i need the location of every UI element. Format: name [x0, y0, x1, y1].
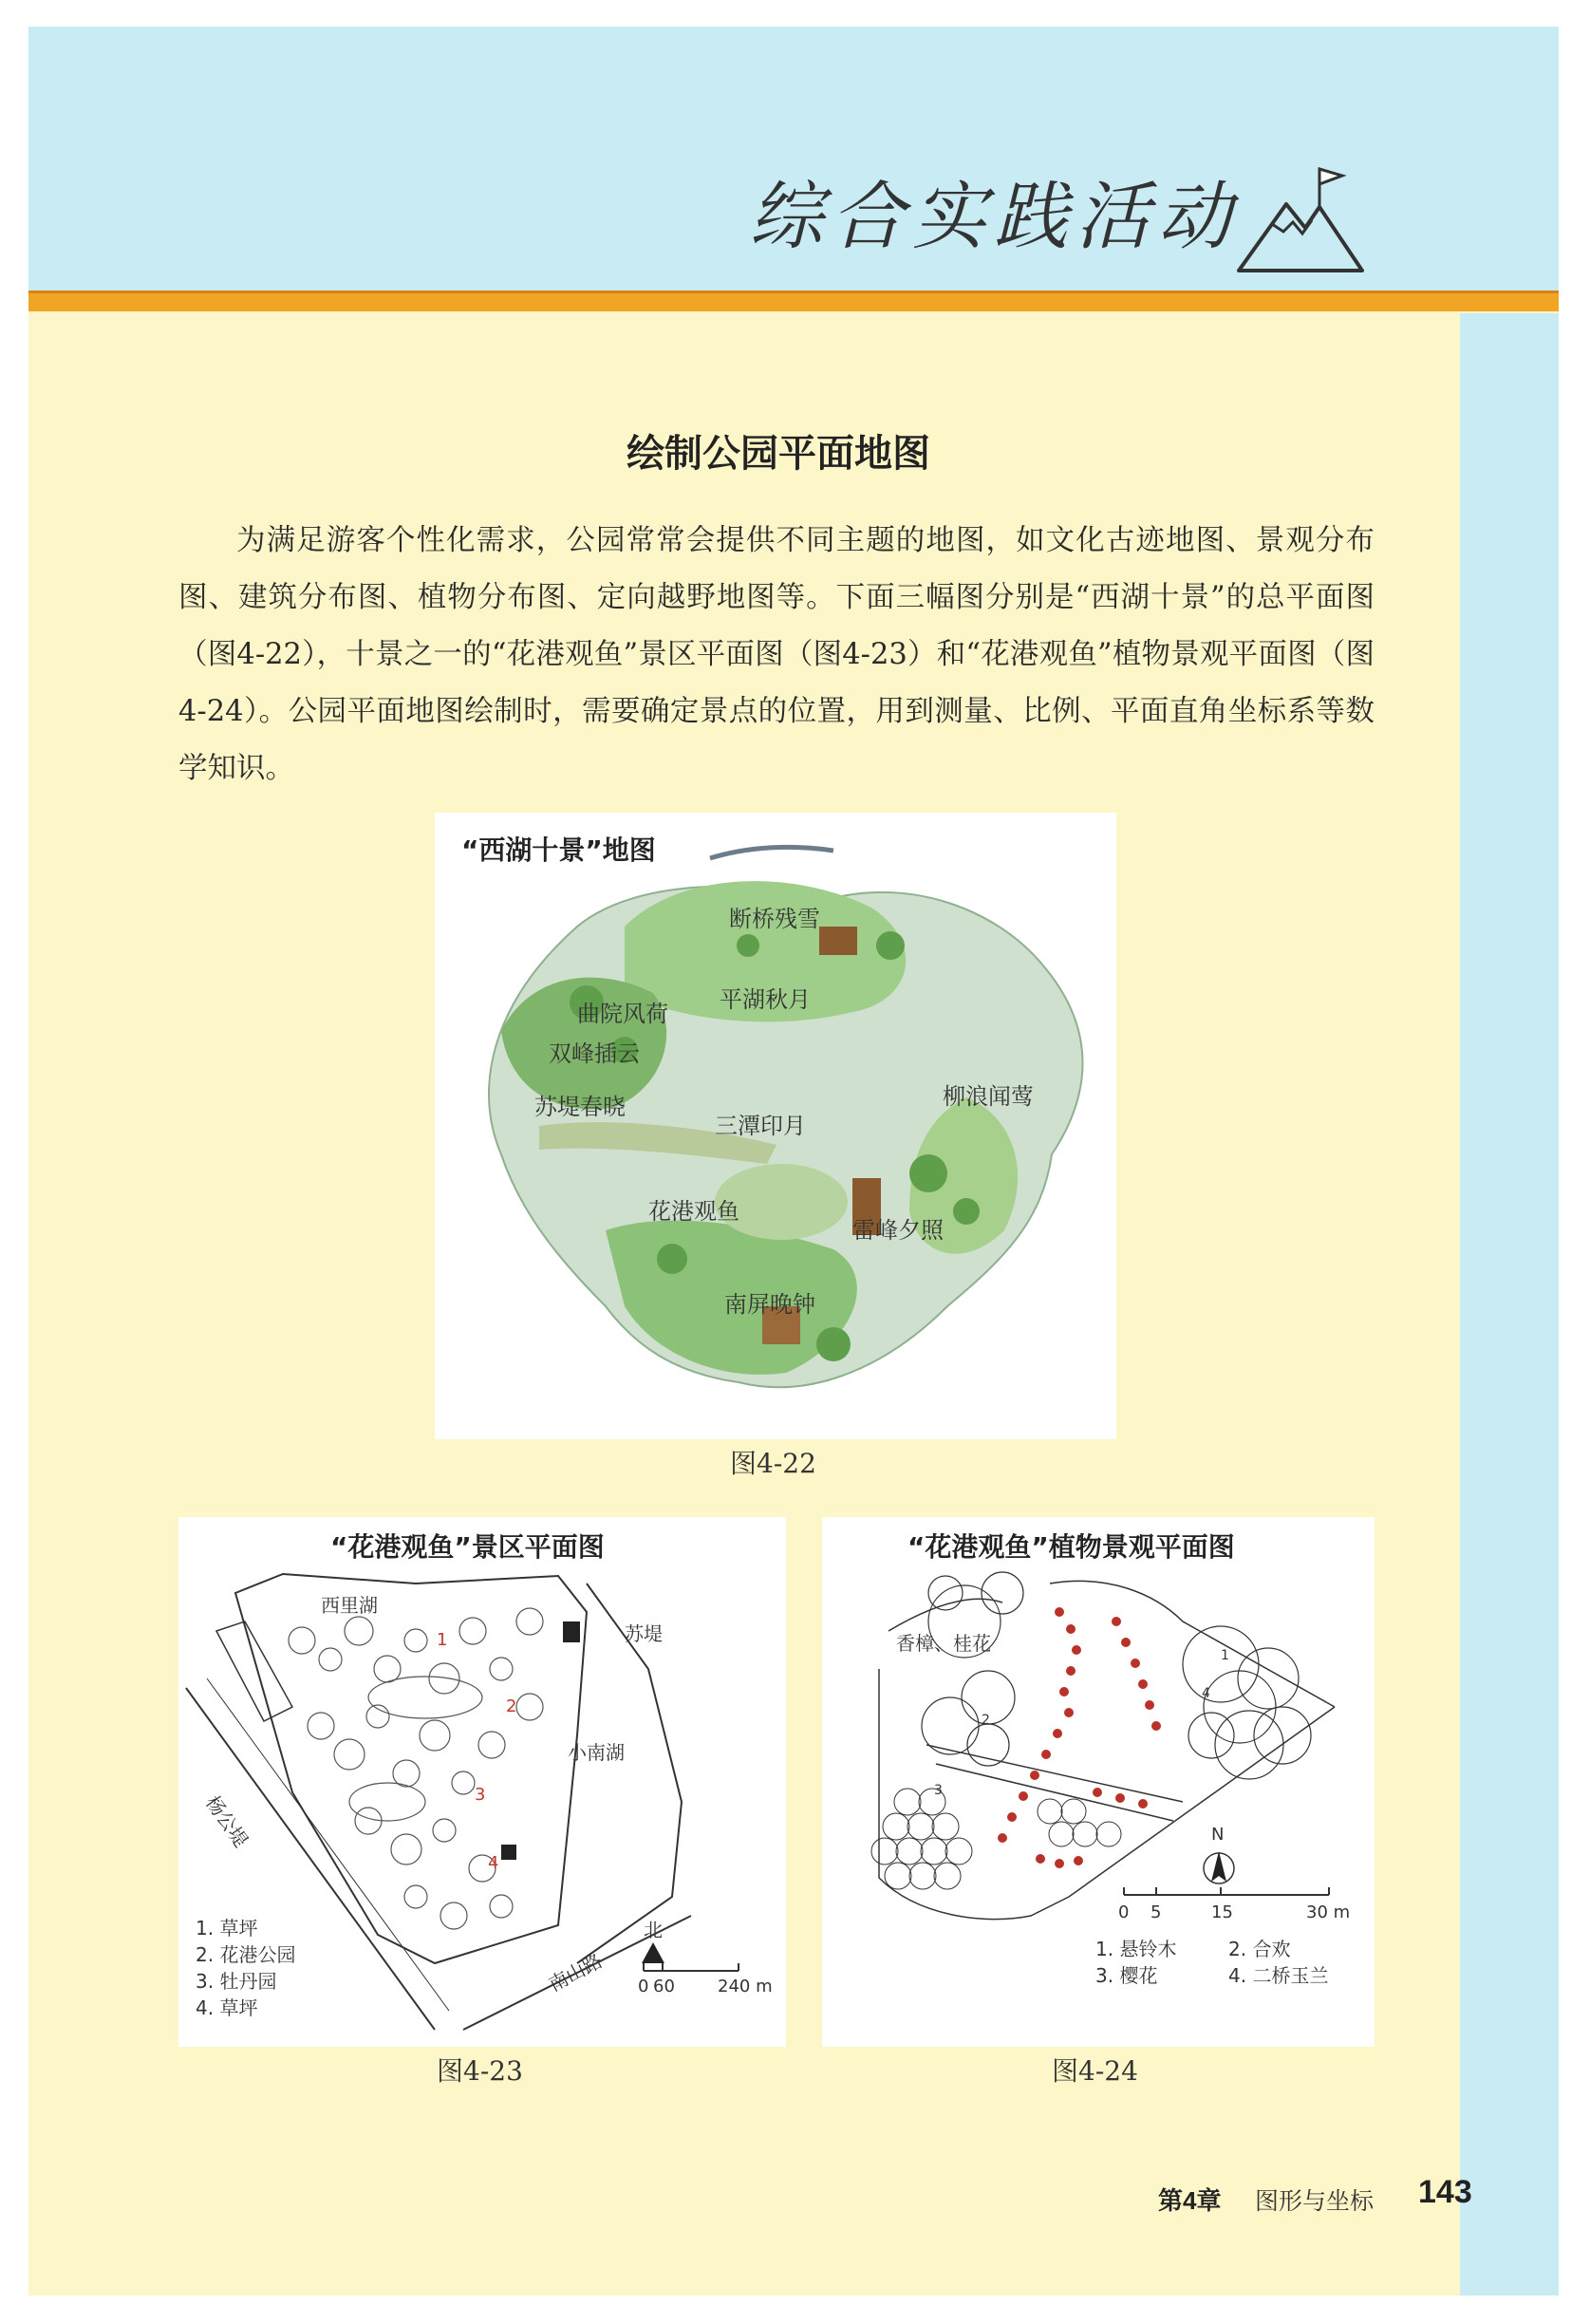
west-lake-map: [435, 813, 1116, 1439]
building-2: [501, 1845, 516, 1860]
intro-paragraph: 为满足游客个性化需求，公园常常会提供不同主题的地图，如文化古迹地图、景观分布图、建筑分布图、植物分布图、定向越野地图等。下面三幅图分别是“西湖十景”的总平面图（图4-22），十景之一的“花港观鱼”景区平面图（图4-23）和“花港观鱼”植物景观平面图（图4-24）。公园平面地图绘制时，需要确定景点的位置，用到测量、比例、平面直角坐标系等数学知识。: [178, 524, 1375, 785]
marker-3: 3: [475, 1785, 486, 1805]
footer-topic: 图形与坐标: [1255, 2187, 1375, 2215]
right-margin-strip: [1460, 313, 1559, 2296]
spot-santan: 三潭印月: [715, 1113, 806, 1139]
walkway: [926, 1745, 1183, 1821]
west-lake-map-title: “西湖十景”地图: [461, 834, 656, 866]
west-lake-map-figure: [435, 813, 1116, 1439]
section-title: 绘制公园平面地图: [627, 431, 930, 476]
scale-240: 240 m: [718, 1977, 773, 1996]
marker-4: 4: [488, 1853, 499, 1873]
header-rule: [28, 290, 1559, 311]
north-label: N: [1211, 1825, 1225, 1845]
figure-24-caption: 图4-24: [1052, 2055, 1138, 2087]
broken-bridge: [710, 847, 833, 858]
west-pond: [216, 1621, 292, 1721]
activity-title: 综合实践活动: [748, 175, 1239, 260]
huagang-plan-figure: [178, 1517, 786, 2047]
legend-item-4: 4. 草坪: [196, 1996, 258, 2019]
legend-item-3: 3. 牡丹园: [196, 1970, 277, 1993]
legend-item-2: 2. 合欢: [1228, 1938, 1291, 1960]
page-number: 143: [1418, 2174, 1472, 2210]
spot-leifeng: 雷峰夕照: [852, 1217, 944, 1244]
spot-duanqiao: 断桥残雪: [729, 906, 820, 932]
scale-15: 15: [1211, 1902, 1233, 1922]
footer-chapter: 第4章: [1158, 2186, 1222, 2215]
figure-22-caption: 图4-22: [730, 1448, 816, 1479]
label-sudi: 苏堤: [625, 1622, 663, 1645]
huagang-plant-title: “花港观鱼”植物景观平面图: [907, 1531, 1235, 1563]
tree-label: 香樟、桂花: [896, 1632, 991, 1655]
marker-1: 1: [1221, 1648, 1229, 1663]
mountain-flag-icon: [1234, 161, 1367, 275]
path-outline-2: [1050, 1581, 1335, 1707]
marker-4: 4: [1202, 1686, 1210, 1701]
spot-quyuan: 曲院风荷: [577, 1001, 668, 1027]
marker-2: 2: [982, 1713, 990, 1728]
spot-pinghu: 平湖秋月: [720, 986, 811, 1013]
scale-5: 5: [1150, 1902, 1162, 1922]
legend-item-1: 1. 草坪: [196, 1917, 258, 1940]
building-1: [563, 1621, 580, 1642]
marker-3: 3: [934, 1783, 943, 1798]
shrub-rows: [998, 1607, 1161, 1868]
legend-item-1: 1. 悬铃木: [1095, 1938, 1177, 1960]
spot-liulang: 柳浪闻莺: [943, 1083, 1034, 1110]
label-xiaonan-lake: 小南湖: [568, 1741, 625, 1764]
spot-nanping: 南屏晚钟: [724, 1291, 815, 1318]
scale-0: 0: [638, 1977, 649, 1996]
scale-0: 0: [1118, 1902, 1130, 1922]
spot-huagang: 花港观鱼: [648, 1198, 739, 1225]
marker-2: 2: [506, 1696, 517, 1716]
pavilion-building: [819, 927, 857, 955]
label-xili-lake: 西里湖: [321, 1594, 378, 1617]
legend-item-2: 2. 花港公园: [196, 1943, 296, 1966]
legend-item-4: 4. 二桥玉兰: [1228, 1964, 1329, 1987]
north-label: 北: [644, 1919, 663, 1941]
huagang-plan-map: [178, 1517, 786, 2047]
tree-canopies: [922, 1572, 1311, 1779]
figure-23-caption: 图4-23: [437, 2055, 523, 2087]
label-yanggong: 杨公堤: [200, 1791, 253, 1852]
spot-sudi: 苏堤春晓: [534, 1094, 626, 1120]
legend-item-3: 3. 樱花: [1095, 1964, 1158, 1987]
legend: [196, 1917, 295, 2019]
cherry-cluster: [871, 1789, 1121, 1889]
north-arrow-icon: [1211, 1851, 1226, 1882]
scale-60: 60: [653, 1977, 675, 1996]
huagang-plant-figure: [822, 1517, 1375, 2047]
huagang-plan-title: “花港观鱼”景区平面图: [330, 1531, 605, 1563]
scale-30: 30 m: [1306, 1902, 1351, 1922]
huagang-plant-map: [822, 1517, 1375, 2047]
label-nanshan-road: 南山路: [545, 1949, 607, 1996]
spot-shuangfeng: 双峰插云: [549, 1040, 640, 1067]
marker-1: 1: [437, 1630, 448, 1650]
north-arrow-icon: [642, 1942, 664, 1963]
park-boundary: [235, 1574, 587, 1963]
legend: [1095, 1938, 1328, 1987]
